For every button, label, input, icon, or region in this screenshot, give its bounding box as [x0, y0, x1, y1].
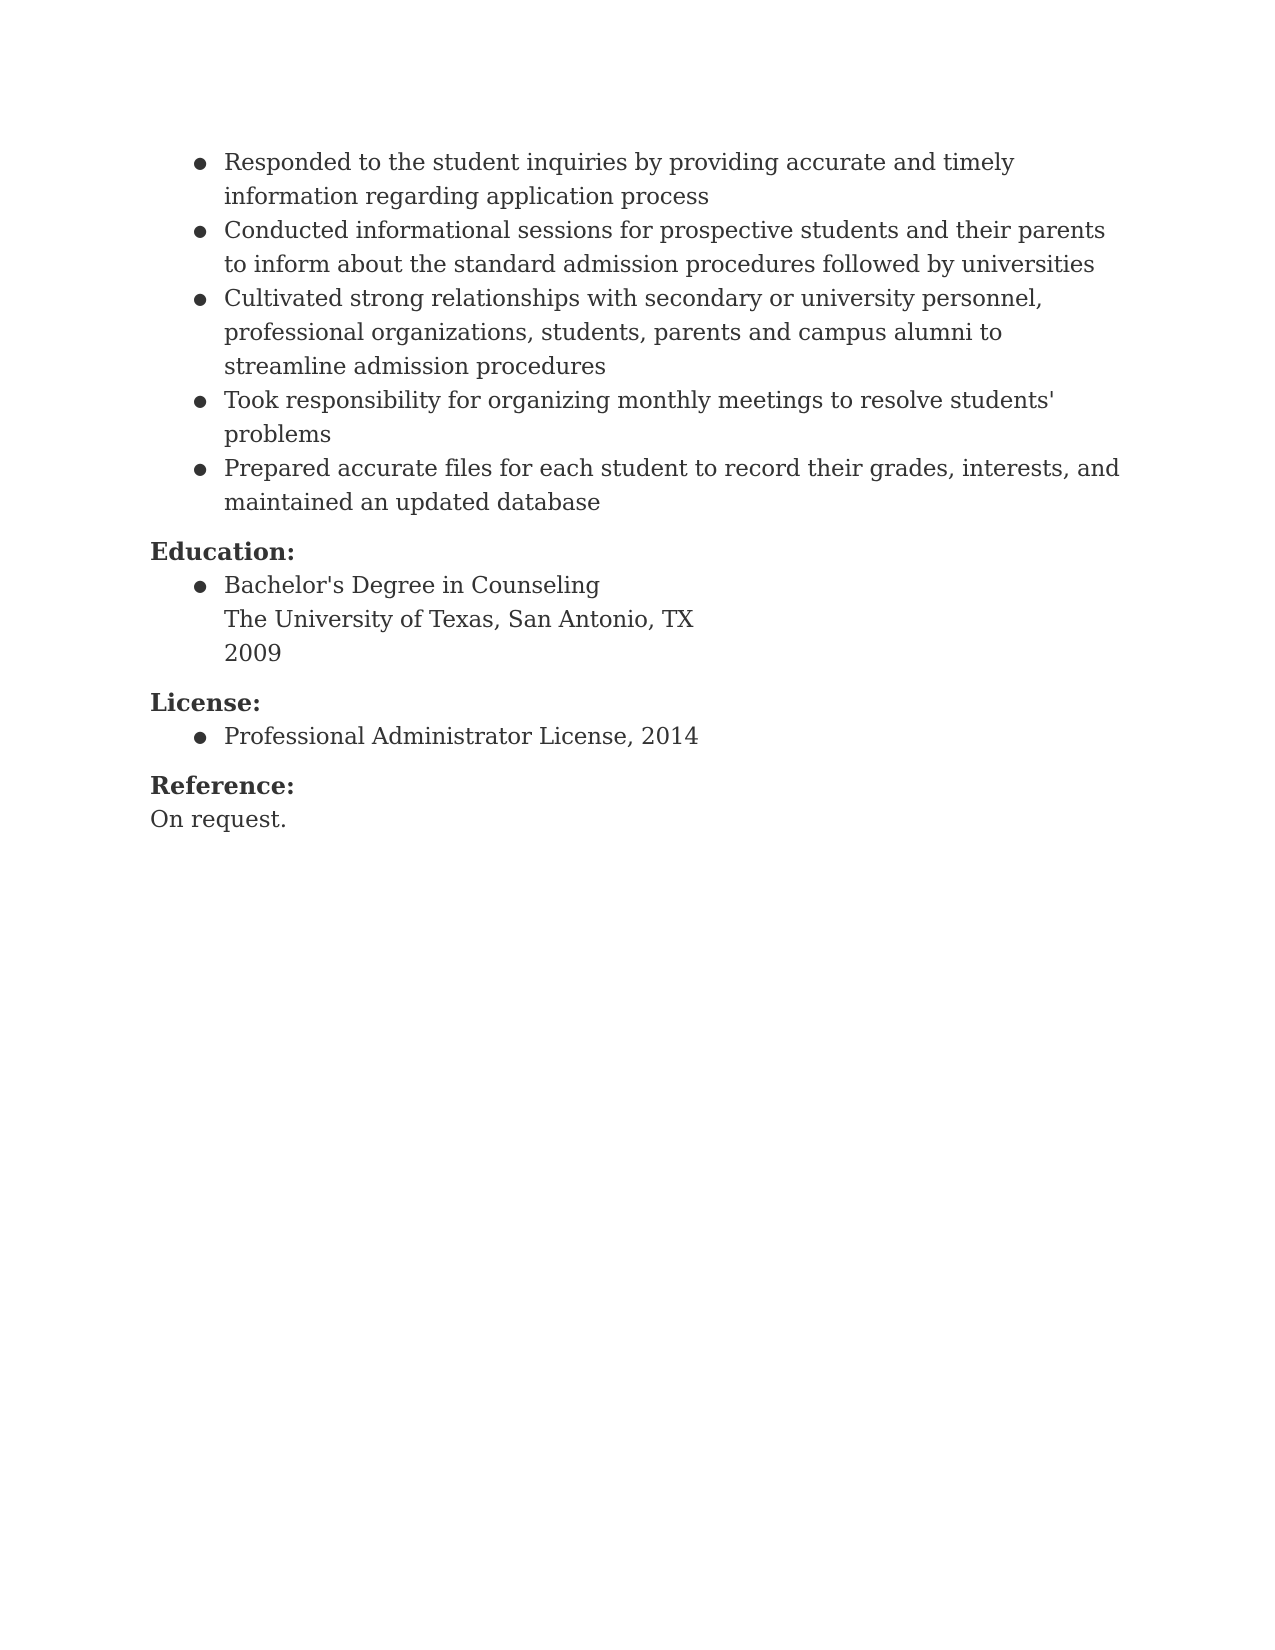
- reference-section: [150, 769, 1130, 837]
- bullet-icon: ●: [193, 459, 207, 478]
- school-text: The University of Texas, San Antonio, TX: [224, 607, 694, 633]
- reference-text: On request.: [150, 807, 288, 833]
- bullet-text: Conducted informational sessions for prospective students and their parents to inform about the standard admission procedures followed by universities: [224, 218, 1106, 278]
- license-heading: License:: [150, 688, 261, 717]
- graduation-year: 2009: [224, 641, 282, 667]
- education-heading: Education:: [150, 537, 296, 566]
- degree-text: Bachelor's Degree in Counseling: [224, 573, 600, 599]
- list-item: [150, 569, 1130, 671]
- bullet-icon: ●: [193, 221, 207, 240]
- bullet-icon: ●: [193, 727, 207, 746]
- bullet-text: Cultivated strong relationships with secondary or university personnel, professional organizations, students, parents and campus alumni to streamline admission procedures: [224, 286, 1043, 380]
- reference-heading: Reference:: [150, 771, 295, 800]
- bullet-icon: ●: [193, 576, 207, 595]
- bullet-icon: ●: [193, 289, 207, 308]
- list-item: [150, 214, 1130, 282]
- bullet-text: Took responsibility for organizing monthly meetings to resolve students' problems: [224, 388, 1055, 448]
- bullet-text: Prepared accurate files for each student to record their grades, interests, and maintained an updated database: [224, 456, 1120, 516]
- bullet-text: Responded to the student inquiries by providing accurate and timely information regarding application process: [224, 150, 1015, 210]
- bullet-icon: ●: [193, 153, 207, 172]
- list-item: [150, 720, 1130, 754]
- license-list: [150, 720, 1130, 754]
- license-text: Professional Administrator License, 2014: [224, 724, 699, 750]
- resume-page: [150, 146, 1130, 837]
- education-list: [150, 569, 1130, 671]
- experience-list: [150, 146, 1130, 520]
- education-section: [150, 535, 1130, 671]
- list-item: [150, 282, 1130, 384]
- list-item: [150, 384, 1130, 452]
- bullet-icon: ●: [193, 391, 207, 410]
- list-item: [150, 146, 1130, 214]
- list-item: [150, 452, 1130, 520]
- license-section: [150, 686, 1130, 754]
